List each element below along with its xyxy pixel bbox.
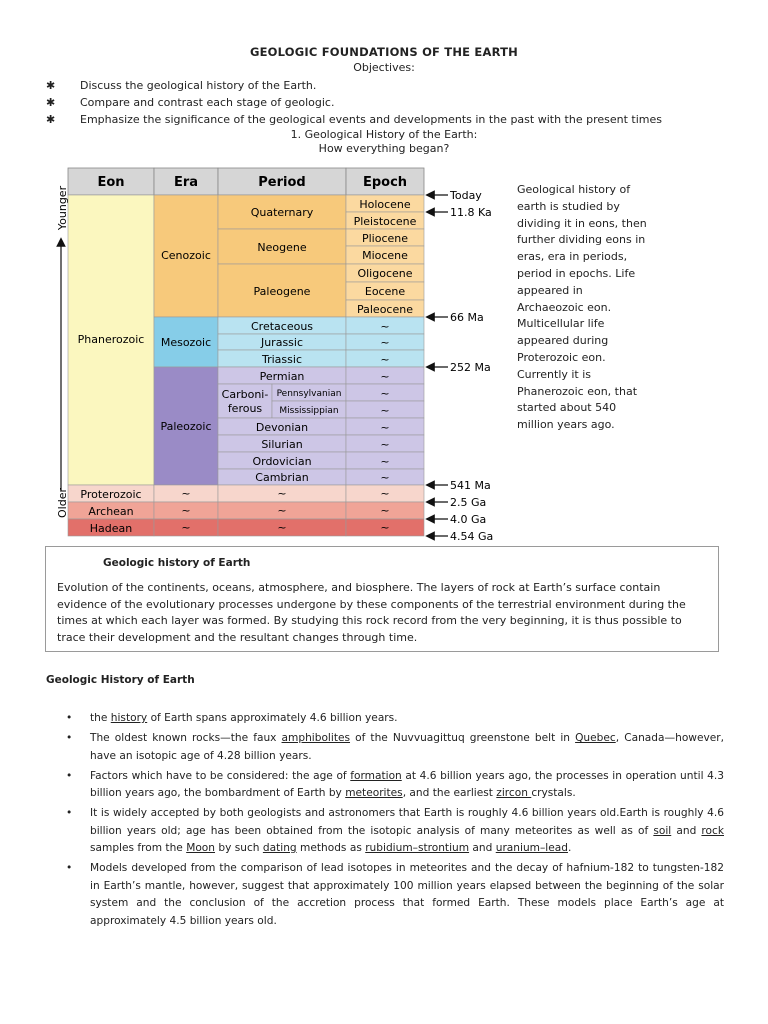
tilde: ~ xyxy=(181,487,191,500)
marker-label: 66 Ma xyxy=(450,311,484,324)
eon-proterozoic-label: Proterozoic xyxy=(80,488,142,501)
header-period: Period xyxy=(258,175,306,190)
link-uranium-lead[interactable]: uranium–lead xyxy=(495,842,568,854)
link-zircon[interactable]: zircon xyxy=(496,787,532,799)
timescale-sidenote: Geological history of earth is studied by dividing it in eons, then further dividing eons in eras, era in periods, period in epochs. Life appeared in Archaeozoic eon. Multicellular life appeared during Proterozoic eon. Currently it is Phanerozoic eon, that started about 540 million years ago. xyxy=(517,183,647,432)
epoch-label: Eocene xyxy=(364,285,406,298)
marker-label: 541 Ma xyxy=(450,479,491,492)
tilde: ~ xyxy=(380,320,390,333)
epoch-label: Pleistocene xyxy=(353,215,417,228)
page-title: GEOLOGIC FOUNDATIONS OF THE EARTH xyxy=(249,45,518,59)
marker-label: Today xyxy=(450,189,482,202)
period-label: Devonian xyxy=(255,421,309,434)
objective-item: ✱ Discuss the geological history of the Earth. xyxy=(46,79,317,92)
period-label: Neogene xyxy=(257,241,307,254)
link-dating[interactable]: dating xyxy=(262,842,297,854)
section1-heading: 1. Geological History of the Earth: How everything began? xyxy=(290,128,478,155)
eon-phanerozoic-label: Phanerozoic xyxy=(77,333,145,346)
bullet-icon: ✱ xyxy=(46,113,56,126)
axis-older-label: Older xyxy=(56,488,69,518)
history-bullet-list xyxy=(62,710,724,933)
header-epoch: Epoch xyxy=(362,175,408,190)
geologic-timescale-diagram xyxy=(48,160,498,544)
link-history[interactable]: history xyxy=(110,712,148,724)
epoch-label: Pliocene xyxy=(361,232,409,245)
link-meteorites[interactable]: meteorites xyxy=(345,787,403,799)
period-label: Paleogene xyxy=(253,285,311,298)
axis-younger-label: Younger xyxy=(56,185,69,231)
era-cenozoic-label: Cenozoic xyxy=(161,249,211,262)
list-item: • Factors which have to be considered: the age of formation at 4.6 billion years ago, the processes in operation until 4.3 billion years ago, the bombardment of Earth by meteorites, and the earliest zircon crystals. xyxy=(66,769,724,799)
period-label: Ordovician xyxy=(252,455,312,468)
period-label: Carboni- xyxy=(221,388,269,401)
eon-hadean-label: Hadean xyxy=(89,522,133,535)
timescale-header xyxy=(68,168,424,195)
link-moon[interactable]: Moon xyxy=(186,842,216,854)
period-label: Silurian xyxy=(261,438,303,451)
objective-item: ✱ Emphasize the significance of the geological events and developments in the past with the present times xyxy=(46,113,662,126)
section2-heading: Geologic History of Earth xyxy=(46,674,195,686)
link-amphibolites[interactable]: amphibolites xyxy=(281,732,351,744)
period-label: Cretaceous xyxy=(250,320,314,333)
tilde: ~ xyxy=(380,504,390,517)
geologic-history-box xyxy=(45,546,719,652)
period-label: Mississippian xyxy=(279,406,339,416)
objectives-label: Objectives: xyxy=(353,61,415,74)
period-label: Quaternary xyxy=(250,206,314,219)
tilde: ~ xyxy=(380,421,390,434)
tilde: ~ xyxy=(277,487,287,500)
tilde: ~ xyxy=(277,521,287,534)
tilde: ~ xyxy=(380,404,390,417)
period-label: Cambrian xyxy=(255,471,309,484)
header-eon: Eon xyxy=(97,175,125,190)
link-formation[interactable]: formation xyxy=(350,769,402,782)
era-paleozoic-label: Paleozoic xyxy=(160,420,212,433)
tilde: ~ xyxy=(181,521,191,534)
list-item: • the history of Earth spans approximately 4.6 billion years. xyxy=(66,712,398,724)
period-label: ferous xyxy=(227,402,263,415)
marker-label: 11.8 Ka xyxy=(450,206,492,219)
period-label: Triassic xyxy=(262,353,302,366)
tilde: ~ xyxy=(380,353,390,366)
tilde: ~ xyxy=(380,387,390,400)
tilde: ~ xyxy=(380,487,390,500)
header-era: Era xyxy=(173,175,199,190)
list-item: • Models developed from the comparison of lead isotopes in meteorites and the decay of hafnium-182 to tungsten-182 in Earth’s mantle, however, suggest that approximately 100 million years elapsed between the beginning of the solar system and the conclusion of the accretion process that formed Earth. These models place Earth’s age at approximately 4.5 billion years old. xyxy=(66,862,724,927)
tilde: ~ xyxy=(380,455,390,468)
box-paragraph: Evolution of the continents, oceans, atmosphere, and biosphere. The layers of rock at Earth’s surface contain evidence of the evolutionary processes undergone by these components of the terrestrial environment during the times at which each layer was formed. By studying this rock record from the very beginning, it is thus possible to trace their development and the resultant changes through time. xyxy=(57,581,686,644)
list-item: • The oldest known rocks—the faux amphibolites of the Nuvvuagittuq greenstone belt in Quebec, Canada—however, have an isotopic age of 4.28 billion years. xyxy=(66,732,724,762)
marker-label: 4.0 Ga xyxy=(450,513,487,526)
marker-label: 252 Ma xyxy=(450,361,491,374)
epoch-label: Oligocene xyxy=(357,267,413,280)
link-rock[interactable]: rock xyxy=(701,824,724,837)
bullet-icon: ✱ xyxy=(46,96,56,109)
list-item: • It is widely accepted by both geologists and astronomers that Earth is roughly 4.6 billion years old.Earth is roughly 4.6 billion years old; age has been obtained from the isotopic analysis of many meteorites as well as of soil and rock samples from the Moon by such dating methods as rubidium–strontium and uranium–lead. xyxy=(66,807,724,854)
tilde: ~ xyxy=(380,438,390,451)
time-marker-arrows xyxy=(430,195,448,536)
tilde: ~ xyxy=(380,471,390,484)
epoch-label: Paleocene xyxy=(357,303,413,316)
epoch-label: Miocene xyxy=(362,249,408,262)
period-label: Jurassic xyxy=(260,336,304,349)
period-label: Permian xyxy=(259,370,305,383)
tilde: ~ xyxy=(277,504,287,517)
epoch-label: Holocene xyxy=(359,198,411,211)
bullet-icon: ✱ xyxy=(46,79,56,92)
objective-item: ✱ Compare and contrast each stage of geologic. xyxy=(46,96,335,109)
tilde: ~ xyxy=(380,370,390,383)
marker-label: 4.54 Ga xyxy=(450,530,494,543)
link-soil[interactable]: soil xyxy=(653,824,672,837)
box-heading: Geologic history of Earth xyxy=(103,557,251,569)
link-quebec[interactable]: Quebec xyxy=(575,732,616,744)
link-rubidium-strontium[interactable]: rubidium–strontium xyxy=(365,842,470,854)
marker-label: 2.5 Ga xyxy=(450,496,487,509)
eon-archean-label: Archean xyxy=(88,505,134,518)
tilde: ~ xyxy=(380,336,390,349)
era-mesozoic-label: Mesozoic xyxy=(160,336,212,349)
tilde: ~ xyxy=(380,521,390,534)
tilde: ~ xyxy=(181,504,191,517)
period-label: Pennsylvanian xyxy=(276,389,342,399)
